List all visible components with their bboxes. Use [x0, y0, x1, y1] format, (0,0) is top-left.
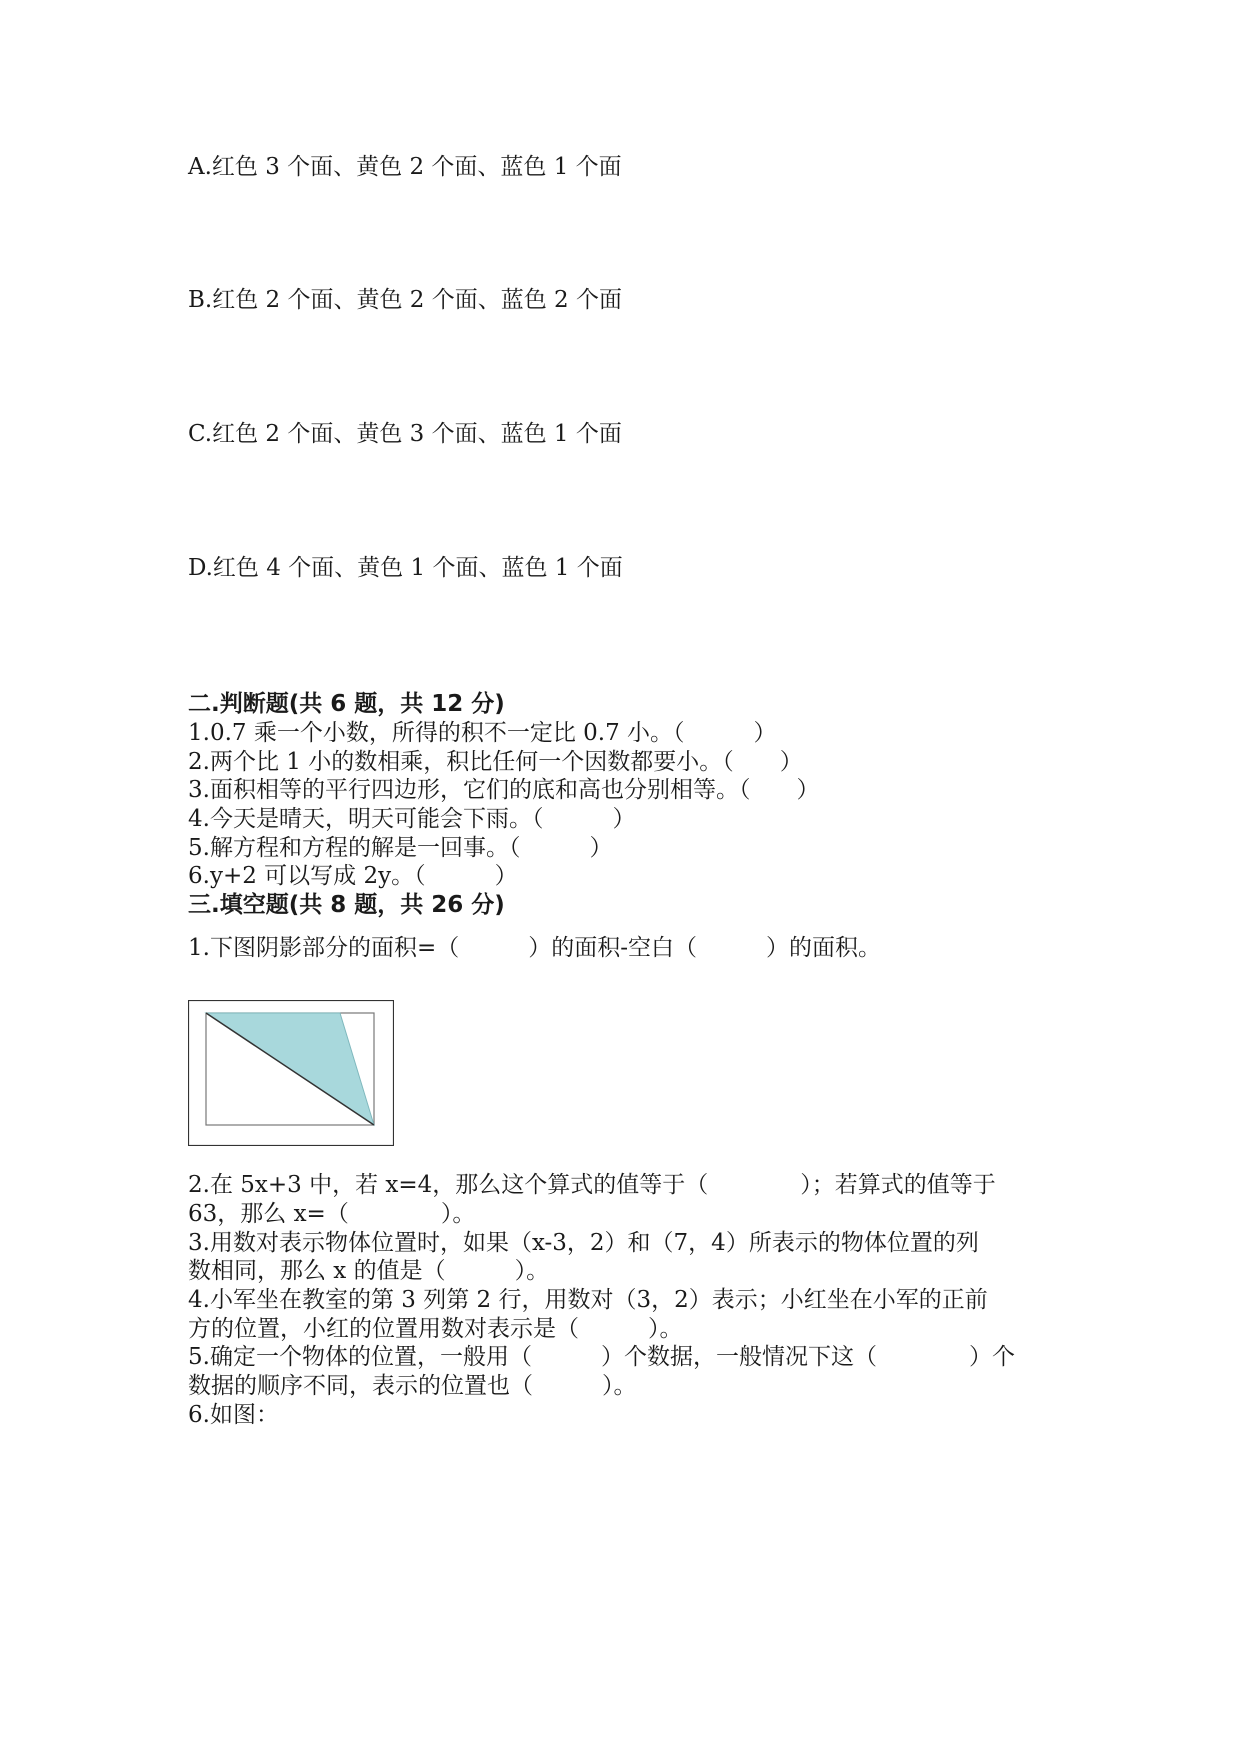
- choice-a: A.红色 3 个面、黄色 2 个面、蓝色 1 个面: [188, 154, 622, 180]
- fill-question-6: 6.如图：: [188, 1402, 279, 1428]
- fill-question-4-line1: 4.小军坐在教室的第 3 列第 2 行，用数对（3，2）表示；小红坐在小军的正前: [188, 1287, 988, 1313]
- choice-c: C.红色 2 个面、黄色 3 个面、蓝色 1 个面: [188, 421, 622, 447]
- choice-d: D.红色 4 个面、黄色 1 个面、蓝色 1 个面: [188, 555, 623, 581]
- judgement-item: 1.0.7 乘一个小数，所得的积不一定比 0.7 小。（ ）: [188, 720, 777, 746]
- judgement-item: 6.y+2 可以写成 2y。（ ）: [188, 863, 518, 889]
- fill-question-4-line2: 方的位置，小红的位置用数对表示是（ ）。: [188, 1316, 683, 1342]
- judgement-item: 2.两个比 1 小的数相乘，积比任何一个因数都要小。（ ）: [188, 749, 803, 775]
- fill-question-1: 1.下图阴影部分的面积=（ ）的面积-空白（ ）的面积。: [188, 935, 881, 961]
- section-heading-judgement: 二.判断题(共 6 题，共 12 分): [188, 691, 505, 717]
- fill-question-5-line1: 5.确定一个物体的位置，一般用（ ）个数据，一般情况下这（ ）个: [188, 1344, 1015, 1370]
- shaded-area-figure: [188, 1000, 394, 1146]
- fill-question-2-line1: 2.在 5x+3 中，若 x=4，那么这个算式的值等于（ ）；若算式的值等于: [188, 1172, 996, 1198]
- judgement-item: 3.面积相等的平行四边形，它们的底和高也分别相等。（ ）: [188, 777, 820, 803]
- choice-b: B.红色 2 个面、黄色 2 个面、蓝色 2 个面: [188, 287, 622, 313]
- fill-question-3-line1: 3.用数对表示物体位置时，如果（x-3，2）和（7，4）所表示的物体位置的列: [188, 1230, 979, 1256]
- fill-question-3-line2: 数相同，那么 x 的值是（ ）。: [188, 1258, 550, 1284]
- judgement-item: 5.解方程和方程的解是一回事。（ ）: [188, 835, 613, 861]
- fill-question-5-line2: 数据的顺序不同，表示的位置也（ ）。: [188, 1373, 637, 1399]
- fill-question-2-line2: 63，那么 x=（ ）。: [188, 1201, 476, 1227]
- section-heading-fill: 三.填空题(共 8 题，共 26 分): [188, 892, 505, 918]
- judgement-item: 4.今天是晴天，明天可能会下雨。（ ）: [188, 806, 636, 832]
